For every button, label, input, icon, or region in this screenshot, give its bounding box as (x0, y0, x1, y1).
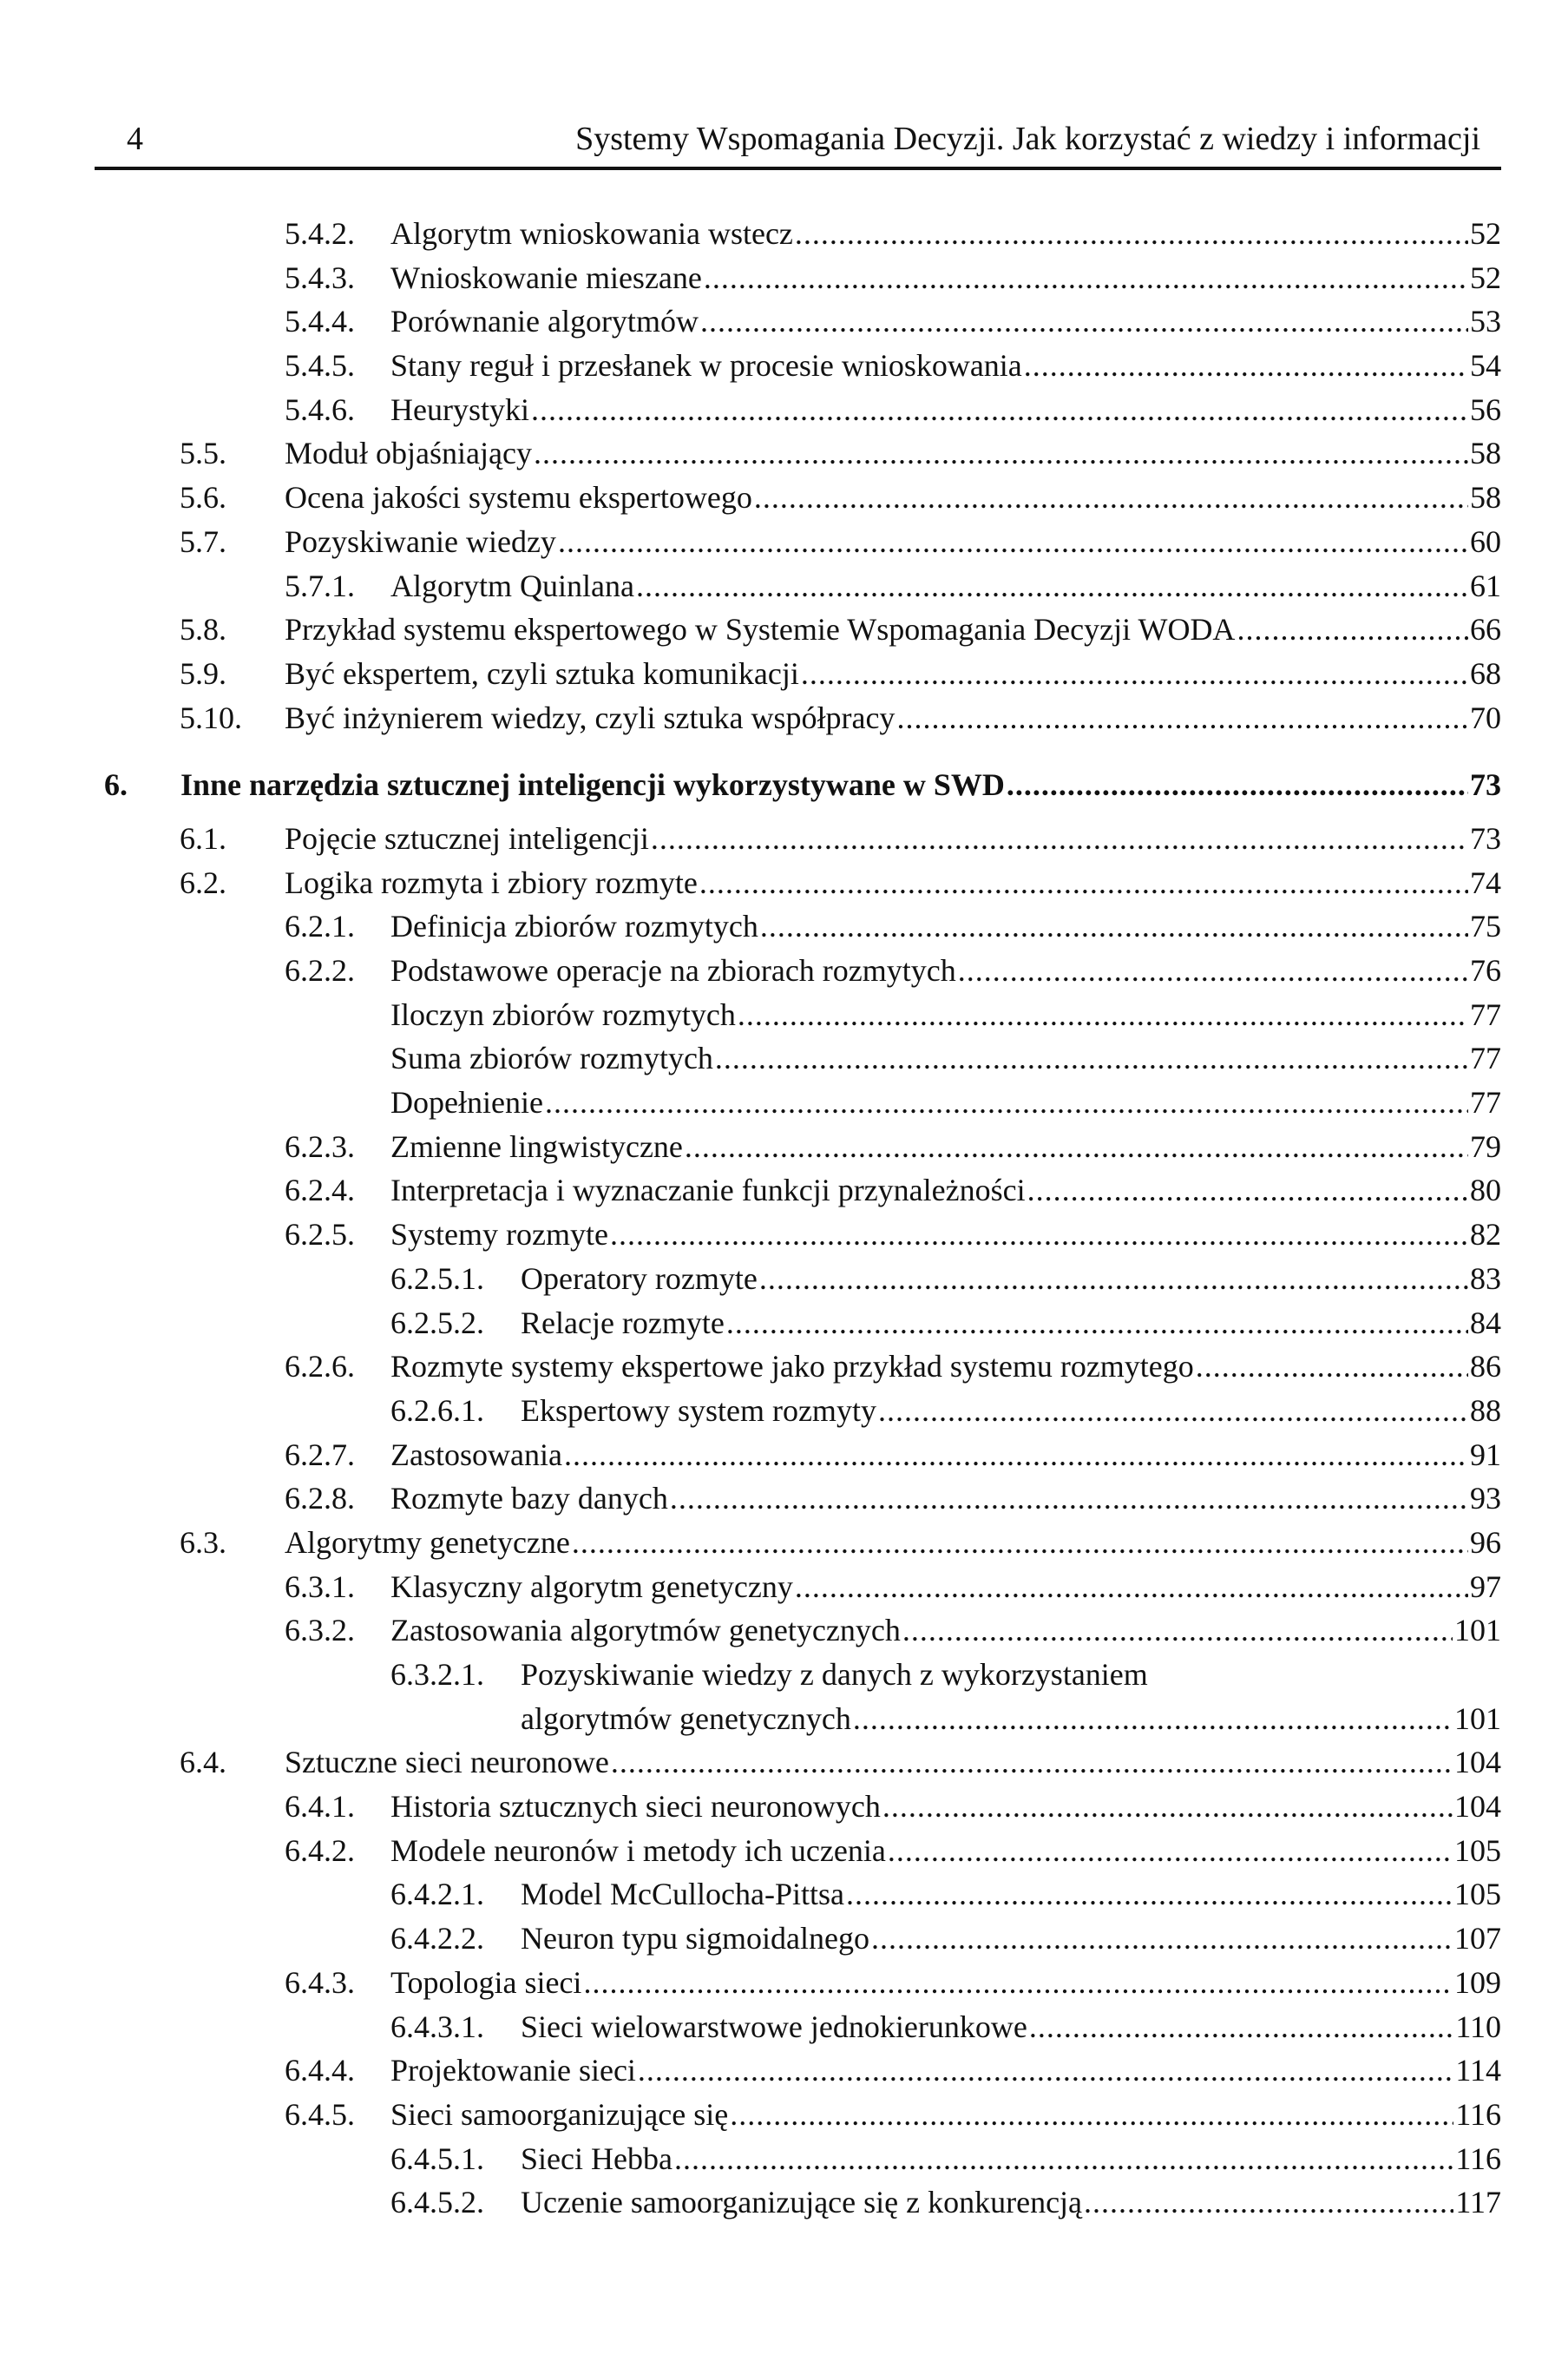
entry-number: 6.2.5. (285, 1217, 355, 1253)
toc-entry (0, 608, 1568, 652)
toc-entry (0, 1125, 1568, 1169)
toc-entry (0, 1872, 1568, 1917)
entry-number: 5.9. (180, 655, 226, 691)
dot-leader (853, 1697, 1453, 1741)
toc-entry (0, 817, 1568, 861)
dot-leader (878, 1389, 1468, 1433)
entry-number: 5.4.5. (285, 348, 355, 384)
entry-title: Projektowanie sieci (390, 2053, 636, 2088)
entry-number: 6.4. (180, 1745, 226, 1780)
entry-page: 61 (1470, 568, 1501, 603)
entry-title: Algorytm Quinlana (390, 568, 634, 603)
entry-page: 116 (1455, 2096, 1501, 2132)
toc-entry (0, 388, 1568, 432)
entry-number: 6.2.1. (285, 909, 355, 944)
toc-entry (0, 1081, 1568, 1125)
entry-number: 6.3.2. (285, 1613, 355, 1648)
toc-chapter-entry (0, 763, 1568, 807)
dot-leader (636, 564, 1468, 608)
entry-page: 73 (1470, 820, 1501, 856)
entry-number: 5.10. (180, 700, 242, 735)
entry-page: 96 (1470, 1524, 1501, 1560)
dot-leader (534, 431, 1468, 476)
toc-entry (0, 1961, 1568, 2005)
entry-title: Stany reguł i przesłanek w procesie wnioskowania (390, 348, 1022, 384)
entry-page: 77 (1470, 1085, 1501, 1121)
dot-leader (896, 696, 1468, 740)
entry-page: 76 (1470, 953, 1501, 988)
dot-leader (572, 1521, 1468, 1565)
entry-page: 116 (1455, 2141, 1501, 2176)
dot-leader (670, 1476, 1468, 1521)
toc-entry (0, 2093, 1568, 2137)
entry-page: 58 (1470, 480, 1501, 516)
toc-entry (0, 2137, 1568, 2181)
dot-leader (583, 1961, 1453, 2005)
entry-page: 105 (1454, 1877, 1501, 1912)
toc-entry (0, 1213, 1568, 1257)
dot-leader (610, 1213, 1468, 1257)
dot-leader (531, 388, 1468, 432)
dot-leader (704, 256, 1468, 300)
dot-leader (801, 652, 1468, 696)
entry-title: Być inżynierem wiedzy, czyli sztuka współpracy (285, 700, 896, 735)
dot-leader (685, 1125, 1468, 1169)
dot-leader (558, 520, 1468, 564)
entry-number: 6.1. (180, 820, 226, 856)
entry-title: Algorytm wnioskowania wstecz (390, 216, 793, 251)
entry-title: Definicja zbiorów rozmytych (390, 909, 758, 944)
dot-leader (1027, 1168, 1468, 1213)
entry-title: Zastosowania (390, 1437, 562, 1472)
dot-leader (1007, 763, 1468, 807)
entry-number: 6.2.8. (285, 1481, 355, 1516)
dot-leader (726, 1301, 1468, 1345)
entry-page: 52 (1470, 216, 1501, 251)
entry-title: algorytmów genetycznych (521, 1700, 851, 1736)
toc-entry (0, 1476, 1568, 1521)
toc-entry (0, 1653, 1568, 1697)
toc-entry (0, 212, 1568, 256)
toc-entry (0, 949, 1568, 993)
entry-title: Logika rozmyta i zbiory rozmyte (285, 865, 698, 900)
entry-page: 107 (1454, 1921, 1501, 1956)
entry-number: 6.2.6. (285, 1349, 355, 1384)
dot-leader (1029, 2005, 1453, 2049)
toc-entry (0, 696, 1568, 740)
toc-entry (0, 993, 1568, 1037)
toc-entry (0, 1345, 1568, 1389)
toc-entry (0, 564, 1568, 608)
entry-page: 56 (1470, 391, 1501, 427)
dot-leader (759, 1257, 1468, 1301)
dot-leader (715, 1036, 1468, 1081)
entry-title: Klasyczny algorytm genetyczny (390, 1568, 793, 1604)
running-title: Systemy Wspomagania Decyzji. Jak korzystać z wiedzy i informacji (575, 121, 1480, 157)
entry-title: Model McCullocha-Pittsa (521, 1877, 844, 1912)
entry-title: Porównanie algorytmów (390, 304, 699, 339)
dot-leader (795, 212, 1468, 256)
entry-title: Heurystyki (390, 391, 529, 427)
entry-page: 117 (1455, 2185, 1501, 2220)
entry-page: 104 (1454, 1745, 1501, 1780)
dot-leader (958, 949, 1468, 993)
toc-entry (0, 476, 1568, 520)
entry-title: Przykład systemu ekspertowego w Systemie Wspomagania Decyzji WODA (285, 612, 1236, 648)
toc-entry (0, 1301, 1568, 1345)
entry-page: 80 (1470, 1173, 1501, 1208)
entry-number: 6.2.3. (285, 1128, 355, 1164)
entry-number: 6.3. (180, 1524, 226, 1560)
dot-leader (700, 299, 1468, 344)
entry-number: 6.4.1. (285, 1789, 355, 1825)
entry-title: Sztuczne sieci neuronowe (285, 1745, 609, 1780)
entry-title: Pojęcie sztucznej inteligencji (285, 820, 649, 856)
header-rule (95, 167, 1501, 170)
entry-page: 52 (1470, 260, 1501, 295)
entry-number: 6.3.2.1. (390, 1657, 484, 1692)
entry-page: 105 (1454, 1832, 1501, 1868)
entry-number: 5.4.3. (285, 260, 355, 295)
entry-title: Topologia sieci (390, 1964, 582, 2000)
toc-entry (0, 520, 1568, 564)
toc-entry (0, 2180, 1568, 2225)
toc-entry (0, 1917, 1568, 1961)
dot-leader (738, 993, 1468, 1037)
page-number: 4 (127, 121, 143, 157)
entry-number: 5.4.6. (285, 391, 355, 427)
entry-title: Pozyskiwanie wiedzy z danych z wykorzystaniem (521, 1657, 1148, 1692)
toc-entry (0, 344, 1568, 388)
toc-entry (0, 1608, 1568, 1653)
toc-entry (0, 1521, 1568, 1565)
entry-page: 58 (1470, 436, 1501, 471)
entry-number: 5.8. (180, 612, 226, 648)
toc-entry (0, 299, 1568, 344)
entry-title: Systemy rozmyte (390, 1217, 608, 1253)
entry-title: Ekspertowy system rozmyty (521, 1392, 876, 1428)
entry-number: 5.7.1. (285, 568, 355, 603)
entry-number: 6.2.4. (285, 1173, 355, 1208)
entry-title: Operatory rozmyte (521, 1260, 758, 1296)
entry-page: 101 (1454, 1613, 1501, 1648)
toc-entry (0, 2005, 1568, 2049)
dot-leader (1196, 1345, 1468, 1389)
toc-entry (0, 431, 1568, 476)
entry-title: Wnioskowanie mieszane (390, 260, 702, 295)
entry-title: Pozyskiwanie wiedzy (285, 523, 556, 559)
entry-number: 6.2.5.2. (390, 1305, 484, 1340)
toc-entry (0, 1829, 1568, 1873)
dot-leader (611, 1740, 1453, 1785)
entry-page: 60 (1470, 523, 1501, 559)
entry-page: 93 (1470, 1481, 1501, 1516)
entry-number: 5.6. (180, 480, 226, 516)
entry-number: 6.4.4. (285, 2053, 355, 2088)
entry-page: 114 (1455, 2053, 1501, 2088)
entry-title: Inne narzędzia sztucznej inteligencji wykorzystywane w SWD (180, 767, 1005, 803)
dot-leader (754, 476, 1468, 520)
running-header (0, 120, 1568, 163)
entry-number: 6. (104, 767, 128, 803)
entry-title: Rozmyte systemy ekspertowe jako przykład systemu rozmytego (390, 1349, 1194, 1384)
entry-page: 101 (1454, 1700, 1501, 1736)
toc-entry (0, 256, 1568, 300)
entry-number: 6.2.2. (285, 953, 355, 988)
dot-leader (888, 1829, 1453, 1873)
entry-number: 5.4.2. (285, 216, 355, 251)
toc-entry (0, 904, 1568, 949)
entry-page: 97 (1470, 1568, 1501, 1604)
entry-page: 91 (1470, 1437, 1501, 1472)
dot-leader (760, 904, 1468, 949)
entry-page: 104 (1454, 1789, 1501, 1825)
entry-title: Sieci wielowarstwowe jednokierunkowe (521, 2009, 1027, 2044)
entry-page: 70 (1470, 700, 1501, 735)
entry-page: 68 (1470, 655, 1501, 691)
entry-title: Iloczyn zbiorów rozmytych (390, 996, 736, 1032)
dot-leader (1237, 608, 1468, 652)
entry-page: 86 (1470, 1349, 1501, 1384)
entry-number: 6.4.5.2. (390, 2185, 484, 2220)
dot-leader (730, 2093, 1453, 2137)
dot-leader (674, 2137, 1453, 2181)
entry-number: 6.4.5.1. (390, 2141, 484, 2176)
toc-entry (0, 2048, 1568, 2093)
table-of-contents (0, 212, 1568, 2225)
entry-number: 5.7. (180, 523, 226, 559)
toc-entry (0, 1036, 1568, 1081)
dot-leader (699, 861, 1468, 905)
dot-leader (564, 1433, 1468, 1477)
entry-number: 6.2.6.1. (390, 1392, 484, 1428)
entry-number: 6.4.2.1. (390, 1877, 484, 1912)
dot-leader (1084, 2180, 1453, 2225)
entry-title: Neuron typu sigmoidalnego (521, 1921, 869, 1956)
entry-page: 77 (1470, 1041, 1501, 1076)
entry-title: Uczenie samoorganizujące się z konkurencją (521, 2185, 1083, 2220)
entry-title: Historia sztucznych sieci neuronowych (390, 1789, 881, 1825)
dot-leader (871, 1917, 1453, 1961)
dot-leader (651, 817, 1468, 861)
toc-entry (0, 1257, 1568, 1301)
toc-entry (0, 1565, 1568, 1609)
entry-number: 6.3.1. (285, 1568, 355, 1604)
entry-number: 6.2. (180, 865, 226, 900)
entry-number: 6.4.2. (285, 1832, 355, 1868)
entry-page: 83 (1470, 1260, 1501, 1296)
entry-number: 6.2.7. (285, 1437, 355, 1472)
entry-page: 88 (1470, 1392, 1501, 1428)
toc-entry (0, 652, 1568, 696)
entry-page: 84 (1470, 1305, 1501, 1340)
entry-page: 73 (1470, 767, 1501, 803)
entry-title: Relacje rozmyte (521, 1305, 725, 1340)
entry-page: 109 (1454, 1964, 1501, 2000)
entry-number: 5.5. (180, 436, 226, 471)
entry-title: Suma zbiorów rozmytych (390, 1041, 713, 1076)
entry-page: 66 (1470, 612, 1501, 648)
dot-leader (882, 1785, 1453, 1829)
entry-page: 54 (1470, 348, 1501, 384)
entry-title: Dopełnienie (390, 1085, 543, 1121)
dot-leader (846, 1872, 1453, 1917)
entry-title: Modele neuronów i metody ich uczenia (390, 1832, 886, 1868)
entry-number: 5.4.4. (285, 304, 355, 339)
entry-title: Zmienne lingwistyczne (390, 1128, 683, 1164)
entry-page: 74 (1470, 865, 1501, 900)
dot-leader (1024, 344, 1468, 388)
entry-page: 75 (1470, 909, 1501, 944)
entry-title: Zastosowania algorytmów genetycznych (390, 1613, 901, 1648)
entry-number: 6.4.2.2. (390, 1921, 484, 1956)
entry-number: 6.4.3.1. (390, 2009, 484, 2044)
entry-title: Podstawowe operacje na zbiorach rozmytych (390, 953, 956, 988)
toc-entry-continuation (0, 1697, 1568, 1741)
entry-title: Algorytmy genetyczne (285, 1524, 570, 1560)
toc-entry (0, 1168, 1568, 1213)
entry-title: Interpretacja i wyznaczanie funkcji przynależności (390, 1173, 1026, 1208)
dot-leader (545, 1081, 1468, 1125)
toc-entry (0, 1389, 1568, 1433)
toc-entry (0, 1740, 1568, 1785)
dot-leader (902, 1608, 1453, 1653)
entry-title: Moduł objaśniający (285, 436, 532, 471)
dot-leader (795, 1565, 1468, 1609)
entry-number: 6.2.5.1. (390, 1260, 484, 1296)
entry-page: 53 (1470, 304, 1501, 339)
entry-page: 110 (1455, 2009, 1501, 2044)
entry-page: 77 (1470, 996, 1501, 1032)
toc-entry (0, 861, 1568, 905)
entry-page: 82 (1470, 1217, 1501, 1253)
dot-leader (638, 2048, 1453, 2093)
toc-entry (0, 1785, 1568, 1829)
entry-title: Sieci Hebba (521, 2141, 672, 2176)
entry-title: Sieci samoorganizujące się (390, 2096, 729, 2132)
entry-page: 79 (1470, 1128, 1501, 1164)
toc-entry (0, 1433, 1568, 1477)
entry-title: Być ekspertem, czyli sztuka komunikacji (285, 655, 799, 691)
entry-title: Ocena jakości systemu ekspertowego (285, 480, 752, 516)
entry-number: 6.4.3. (285, 1964, 355, 2000)
entry-number: 6.4.5. (285, 2096, 355, 2132)
entry-title: Rozmyte bazy danych (390, 1481, 668, 1516)
